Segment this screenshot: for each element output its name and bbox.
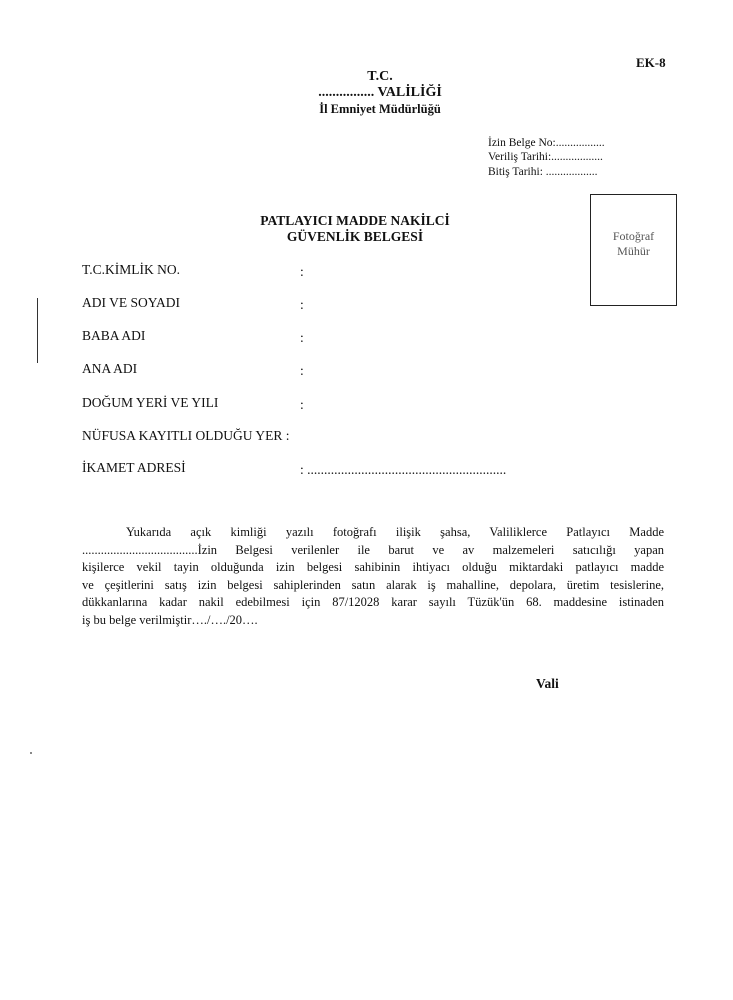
- permit-number-field: İzin Belge No:.................: [488, 137, 605, 149]
- margin-mark: [37, 298, 38, 363]
- annex-label: EK-8: [636, 55, 666, 70]
- body-line: dükkanlarına kadar nakil edebilmesi için 87/12028 karar sayılı Tüzük'ün 68. maddesine istinaden: [82, 595, 664, 609]
- body-line: ve çeşitlerini satış izin belgesi sahiplerinden satın alarak iş mahalline, depolara, üretim tesislerine,: [82, 577, 664, 592]
- field-colon-mother-name: :: [300, 363, 304, 378]
- field-colon-name: :: [300, 297, 304, 312]
- field-label-tc-id: T.C.KİMLİK NO.: [82, 262, 180, 277]
- body-line: Yukarıda açık kimliği yazılı fotoğrafı ilişik şahsa, Valiliklerce Patlayıcı Madde: [126, 525, 664, 539]
- permit-issue-date-field: Veriliş Tarihi:..................: [488, 151, 603, 163]
- governorship-heading: ................ VALİLİĞİ: [318, 85, 442, 100]
- field-label-registry-place: NÜFUSA KAYITLI OLDUĞU YER :: [82, 428, 290, 443]
- field-colon-tc-id: :: [300, 264, 304, 279]
- field-label-father-name: BABA ADI: [82, 328, 146, 343]
- body-paragraph: [82, 524, 664, 629]
- country-heading: T.C.: [367, 69, 393, 84]
- scan-speck: [30, 752, 32, 754]
- field-label-name: ADI VE SOYADI: [82, 295, 181, 310]
- field-label-address: İKAMET ADRESİ: [82, 460, 186, 475]
- body-line: .....................................İzin Belgesi verilenler ile barut ve av malzemeleri satıcılığı yapan: [82, 542, 664, 557]
- field-colon-father-name: :: [300, 330, 304, 345]
- field-label-birthplace-year: DOĞUM YERİ VE YILI: [82, 395, 219, 410]
- photo-label: Fotoğraf: [612, 229, 655, 243]
- field-colon-birthplace-year: :: [300, 397, 304, 412]
- directorate-heading: İl Emniyet Müdürlüğü: [319, 102, 441, 116]
- body-line: kişilerce vekil tayin olduğunda izin belgesi sahibinin ihtiyacı olduğu miktardaki patlayıcı madde: [82, 560, 664, 574]
- field-label-mother-name: ANA ADI: [82, 361, 138, 376]
- document-title-line-1: PATLAYICI MADDE NAKİLCİ: [260, 213, 450, 228]
- photo-box: [590, 194, 677, 306]
- seal-label: Mühür: [617, 244, 650, 258]
- signature-title: Vali: [536, 676, 559, 691]
- body-line: iş bu belge verilmiştir…./…./20….: [82, 612, 258, 627]
- document-title-line-2: GÜVENLİK BELGESİ: [286, 229, 424, 244]
- field-dots-address: : ...........................................................: [300, 462, 507, 477]
- permit-end-date-field: Bitiş Tarihi: ..................: [488, 166, 598, 178]
